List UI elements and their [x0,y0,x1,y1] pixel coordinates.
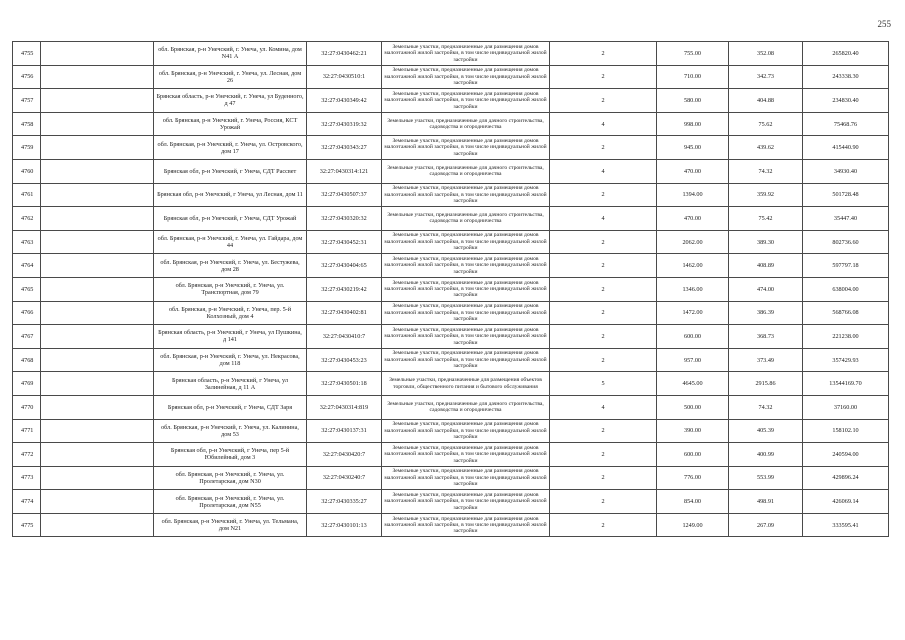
cadastral-number-cell: 32:27:0430320:32 [307,207,382,231]
table-row [13,183,889,207]
blank-cell [41,207,154,231]
land-use-cell: Земельные участки, предназначенные для размещения домов малоэтажной жилой застройки, в том числе индивидуальной жилой застройки [382,443,550,467]
specific-value-cell: 267.09 [729,513,803,537]
area-cell: 4645.00 [657,372,729,396]
land-use-cell: Земельные участки, предназначенные для размещения домов малоэтажной жилой застройки, в том числе индивидуальной жилой застройки [382,513,550,537]
land-use-cell: Земельные участки, предназначенные для дачного строительства, садоводства и огородничества [382,159,550,183]
land-use-cell: Земельные участки, предназначенные для дачного строительства, садоводства и огородничества [382,112,550,136]
specific-value-cell: 498.91 [729,490,803,514]
area-cell: 1472.00 [657,301,729,325]
group-cell: 4 [550,112,657,136]
cadastral-number-cell: 32:27:0430240:7 [307,466,382,490]
cadastral-number-cell: 32:27:0430462:21 [307,42,382,66]
group-cell: 4 [550,207,657,231]
cadastral-value-cell: 501728.48 [803,183,889,207]
blank-cell [41,112,154,136]
address-cell: обл. Брянская, р-н Унечский, г. Унеча, ул. Бестужева, дом 28 [154,254,307,278]
group-cell: 2 [550,65,657,89]
specific-value-cell: 553.99 [729,466,803,490]
land-use-cell: Земельные участки, предназначенные для размещения домов малоэтажной жилой застройки, в том числе индивидуальной жилой застройки [382,348,550,372]
row-number: 4772 [13,443,41,467]
address-cell: Брянская обл, р-н Унечский, г Унеча, пер 5-й Юбилейный, дом 3 [154,443,307,467]
blank-cell [41,42,154,66]
blank-cell [41,65,154,89]
row-number: 4756 [13,65,41,89]
row-number: 4759 [13,136,41,160]
specific-value-cell: 342.73 [729,65,803,89]
row-number: 4755 [13,42,41,66]
address-cell: обл. Брянская, р-н Унечский, г. Унеча, пер. 5-й Колхозный, дом 4 [154,301,307,325]
cadastral-value-cell: 333595.41 [803,513,889,537]
blank-cell [41,325,154,349]
cadastral-number-cell: 32:27:0430319:32 [307,112,382,136]
table-row [13,395,889,419]
blank-cell [41,301,154,325]
address-cell: Брянская обл, р-н Унечский, г Унеча, СДТ Рассвет [154,159,307,183]
address-cell: Брянская область, р-н Унечский, г. Унеча, ул Буденного, д 47 [154,89,307,113]
cadastral-number-cell: 32:27:0430420:7 [307,443,382,467]
land-registry-table [12,41,889,537]
cadastral-number-cell: 32:27:0430335:27 [307,490,382,514]
table-row [13,207,889,231]
address-cell: обл. Брянская, р-н Унечский, г. Унеча, ул. Гайдара, дом 44 [154,230,307,254]
table-row [13,443,889,467]
table-row [13,325,889,349]
blank-cell [41,443,154,467]
blank-cell [41,136,154,160]
row-number: 4773 [13,466,41,490]
cadastral-number-cell: 32:27:0430501:18 [307,372,382,396]
row-number: 4766 [13,301,41,325]
specific-value-cell: 75.62 [729,112,803,136]
land-use-cell: Земельные участки, предназначенные для размещения домов малоэтажной жилой застройки, в том числе индивидуальной жилой застройки [382,89,550,113]
blank-cell [41,372,154,396]
area-cell: 998.00 [657,112,729,136]
row-number: 4761 [13,183,41,207]
row-number: 4758 [13,112,41,136]
land-use-cell: Земельные участки, предназначенные для размещения домов малоэтажной жилой застройки, в том числе индивидуальной жилой застройки [382,230,550,254]
group-cell: 4 [550,395,657,419]
land-use-cell: Земельные участки, предназначенные для размещения домов малоэтажной жилой застройки, в том числе индивидуальной жилой застройки [382,136,550,160]
row-number: 4760 [13,159,41,183]
address-cell: обл. Брянская, р-н Унечский, г. Унеча, ул. Комина, дом N41 А [154,42,307,66]
area-cell: 957.00 [657,348,729,372]
specific-value-cell: 368.73 [729,325,803,349]
group-cell: 4 [550,159,657,183]
cadastral-value-cell: 243338.30 [803,65,889,89]
specific-value-cell: 359.92 [729,183,803,207]
table-row [13,65,889,89]
specific-value-cell: 389.30 [729,230,803,254]
cadastral-number-cell: 32:27:0430343:27 [307,136,382,160]
land-use-cell: Земельные участки, предназначенные для размещения домов малоэтажной жилой застройки, в том числе индивидуальной жилой застройки [382,42,550,66]
table-row [13,159,889,183]
cadastral-number-cell: 32:27:0430101:13 [307,513,382,537]
area-cell: 600.00 [657,325,729,349]
specific-value-cell: 74.32 [729,159,803,183]
specific-value-cell: 439.62 [729,136,803,160]
group-cell: 2 [550,301,657,325]
address-cell: Брянская область, р-н Унечский, г Унеча, ул Залинейная, д 11 А [154,372,307,396]
group-cell: 2 [550,136,657,160]
area-cell: 500.00 [657,395,729,419]
land-use-cell: Земельные участки, предназначенные для дачного строительства, садоводства и огородничества [382,207,550,231]
cadastral-value-cell: 638004.00 [803,277,889,301]
specific-value-cell: 2915.86 [729,372,803,396]
specific-value-cell: 405.39 [729,419,803,443]
blank-cell [41,159,154,183]
row-number: 4768 [13,348,41,372]
specific-value-cell: 75.42 [729,207,803,231]
blank-cell [41,466,154,490]
row-number: 4763 [13,230,41,254]
cadastral-value-cell: 35447.40 [803,207,889,231]
cadastral-number-cell: 32:27:0430404:65 [307,254,382,278]
land-use-cell: Земельные участки, предназначенные для размещения домов малоэтажной жилой застройки, в том числе индивидуальной жилой застройки [382,466,550,490]
row-number: 4775 [13,513,41,537]
specific-value-cell: 404.88 [729,89,803,113]
row-number: 4771 [13,419,41,443]
group-cell: 2 [550,490,657,514]
address-cell: обл. Брянская, р-н Унечский, г. Унеча, ул. Островского, дом 17 [154,136,307,160]
specific-value-cell: 352.08 [729,42,803,66]
cadastral-value-cell: 234830.40 [803,89,889,113]
row-number: 4765 [13,277,41,301]
cadastral-value-cell: 34930.40 [803,159,889,183]
cadastral-value-cell: 568766.08 [803,301,889,325]
address-cell: обл. Брянская, р-н Унечский, г. Унеча, ул. Пролетарская, дом N55 [154,490,307,514]
registry-body [13,42,889,537]
cadastral-number-cell: 32:27:0430349:42 [307,89,382,113]
row-number: 4770 [13,395,41,419]
group-cell: 2 [550,443,657,467]
table-row [13,513,889,537]
area-cell: 580.00 [657,89,729,113]
area-cell: 1249.00 [657,513,729,537]
address-cell: обл. Брянская, р-н Унечский, г. Унеча, Россия, КСТ Урожай [154,112,307,136]
cadastral-value-cell: 429896.24 [803,466,889,490]
area-cell: 390.00 [657,419,729,443]
blank-cell [41,277,154,301]
address-cell: Брянская обл, р-н Унечский, г Унеча, СДТ Заря [154,395,307,419]
group-cell: 2 [550,42,657,66]
table-row [13,89,889,113]
group-cell: 2 [550,348,657,372]
area-cell: 776.00 [657,466,729,490]
group-cell: 2 [550,230,657,254]
address-cell: Брянская обл, р-н Унечский, г Унеча, СДТ Урожай [154,207,307,231]
blank-cell [41,183,154,207]
cadastral-number-cell: 32:27:0430452:31 [307,230,382,254]
cadastral-number-cell: 32:27:0430137:31 [307,419,382,443]
cadastral-value-cell: 75468.76 [803,112,889,136]
cadastral-value-cell: 802736.60 [803,230,889,254]
land-use-cell: Земельные участки, предназначенные для размещения домов малоэтажной жилой застройки, в том числе индивидуальной жилой застройки [382,254,550,278]
land-use-cell: Земельные участки, предназначенные для размещения домов малоэтажной жилой застройки, в том числе индивидуальной жилой застройки [382,277,550,301]
area-cell: 1462.00 [657,254,729,278]
area-cell: 945.00 [657,136,729,160]
group-cell: 2 [550,466,657,490]
row-number: 4764 [13,254,41,278]
table-row [13,42,889,66]
area-cell: 1346.00 [657,277,729,301]
specific-value-cell: 386.39 [729,301,803,325]
address-cell: обл. Брянская, р-н Унечский, г. Унеча, ул. Некрасова, дом 118 [154,348,307,372]
table-row [13,466,889,490]
cadastral-value-cell: 37160.00 [803,395,889,419]
specific-value-cell: 400.99 [729,443,803,467]
cadastral-value-cell: 265820.40 [803,42,889,66]
cadastral-number-cell: 32:27:0430510:1 [307,65,382,89]
address-cell: Брянская обл, р-н Унечский, г Унеча, ул Лесная, дом 11 [154,183,307,207]
cadastral-number-cell: 32:27:0430314:819 [307,395,382,419]
specific-value-cell: 474.00 [729,277,803,301]
area-cell: 470.00 [657,207,729,231]
table-row [13,419,889,443]
table-row [13,301,889,325]
land-use-cell: Земельные участки, предназначенные для размещения домов малоэтажной жилой застройки, в том числе индивидуальной жилой застройки [382,183,550,207]
cadastral-value-cell: 158102.10 [803,419,889,443]
row-number: 4762 [13,207,41,231]
cadastral-value-cell: 426069.14 [803,490,889,514]
table-row [13,277,889,301]
land-use-cell: Земельные участки, предназначенные для размещения объектов торговли, общественного питания и бытового обслуживания [382,372,550,396]
blank-cell [41,254,154,278]
cadastral-number-cell: 32:27:0430453:23 [307,348,382,372]
cadastral-value-cell: 240594.00 [803,443,889,467]
group-cell: 2 [550,277,657,301]
group-cell: 2 [550,325,657,349]
blank-cell [41,395,154,419]
cadastral-value-cell: 13544169.70 [803,372,889,396]
specific-value-cell: 373.49 [729,348,803,372]
row-number: 4769 [13,372,41,396]
specific-value-cell: 74.32 [729,395,803,419]
area-cell: 470.00 [657,159,729,183]
blank-cell [41,89,154,113]
cadastral-number-cell: 32:27:0430507:37 [307,183,382,207]
land-use-cell: Земельные участки, предназначенные для размещения домов малоэтажной жилой застройки, в том числе индивидуальной жилой застройки [382,325,550,349]
group-cell: 2 [550,513,657,537]
cadastral-number-cell: 32:27:0430219:42 [307,277,382,301]
address-cell: обл. Брянская, р-н Унечский, г. Унеча, ул. Тельмана, дом N21 [154,513,307,537]
cadastral-value-cell: 221238.00 [803,325,889,349]
land-use-cell: Земельные участки, предназначенные для дачного строительства, садоводства и огородничества [382,395,550,419]
cadastral-value-cell: 415440.90 [803,136,889,160]
page-number: 255 [877,19,891,29]
cadastral-number-cell: 32:27:0430402:81 [307,301,382,325]
cadastral-value-cell: 357429.93 [803,348,889,372]
blank-cell [41,348,154,372]
row-number: 4757 [13,89,41,113]
cadastral-value-cell: 597797.18 [803,254,889,278]
cadastral-number-cell: 32:27:0430410:7 [307,325,382,349]
table-row [13,490,889,514]
table-row [13,230,889,254]
address-cell: обл. Брянская, р-н Унечский, г. Унеча, ул. Лесная, дом 26 [154,65,307,89]
table-row [13,348,889,372]
blank-cell [41,230,154,254]
area-cell: 755.00 [657,42,729,66]
table-row [13,372,889,396]
cadastral-number-cell: 32:27:0430314:121 [307,159,382,183]
address-cell: обл. Брянская, р-н Унечский, г. Унеча, ул. Калинина, дом 53 [154,419,307,443]
specific-value-cell: 408.89 [729,254,803,278]
group-cell: 2 [550,89,657,113]
land-use-cell: Земельные участки, предназначенные для размещения домов малоэтажной жилой застройки, в том числе индивидуальной жилой застройки [382,490,550,514]
area-cell: 710.00 [657,65,729,89]
area-cell: 2062.00 [657,230,729,254]
group-cell: 5 [550,372,657,396]
group-cell: 2 [550,254,657,278]
address-cell: обл. Брянская, р-н Унечский, г. Унеча, ул. Пролетарская, дом N30 [154,466,307,490]
land-use-cell: Земельные участки, предназначенные для размещения домов малоэтажной жилой застройки, в том числе индивидуальной жилой застройки [382,419,550,443]
area-cell: 854.00 [657,490,729,514]
table-row [13,112,889,136]
land-use-cell: Земельные участки, предназначенные для размещения домов малоэтажной жилой застройки, в том числе индивидуальной жилой застройки [382,65,550,89]
blank-cell [41,490,154,514]
row-number: 4767 [13,325,41,349]
table-row [13,254,889,278]
area-cell: 600.00 [657,443,729,467]
blank-cell [41,419,154,443]
address-cell: обл. Брянская, р-н Унечский, г. Унеча, ул. Транспортная, дом 79 [154,277,307,301]
area-cell: 1394.00 [657,183,729,207]
land-use-cell: Земельные участки, предназначенные для размещения домов малоэтажной жилой застройки, в том числе индивидуальной жилой застройки [382,301,550,325]
address-cell: Брянская область, р-н Унечский, г Унеча, ул Пушкина, д 141 [154,325,307,349]
group-cell: 2 [550,183,657,207]
table-row [13,136,889,160]
group-cell: 2 [550,419,657,443]
blank-cell [41,513,154,537]
row-number: 4774 [13,490,41,514]
